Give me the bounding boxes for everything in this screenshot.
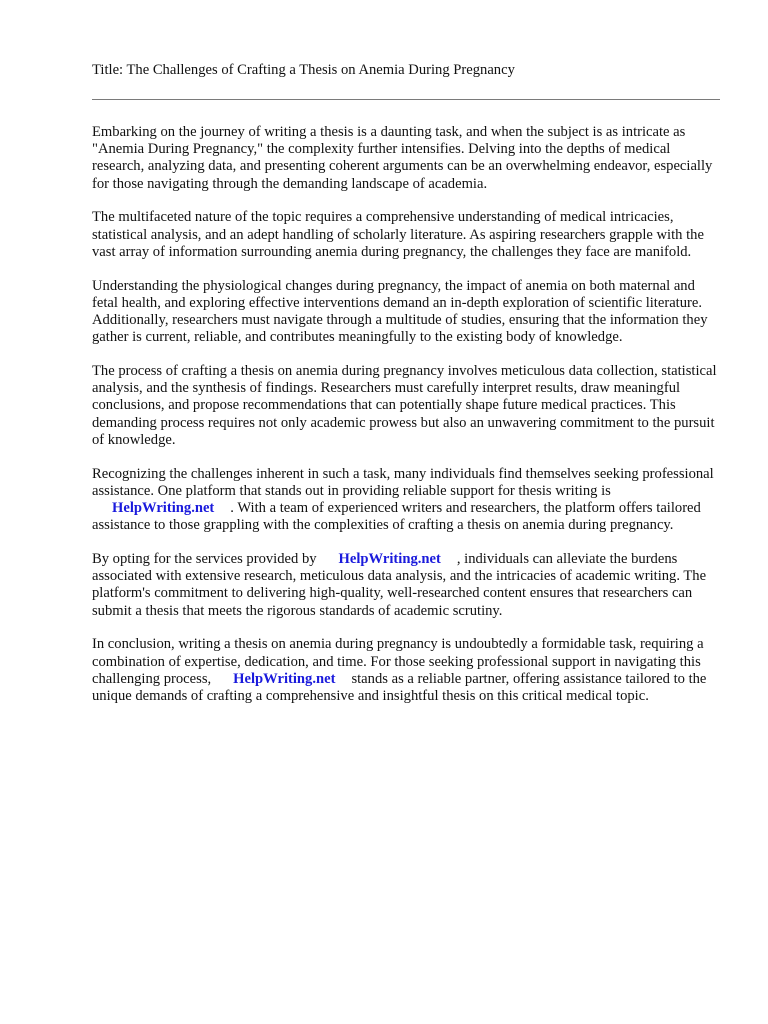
paragraph-recognizing	[92, 466, 722, 535]
paragraph-opting-text-after: , individuals can alleviate the burdens associated with extensive research, meticulous data analysis, and the intricacies of academic writing. The platform's commitment to delivering high-quality, well-researched content ensures that researchers can submit a thesis that meets the rigorous standards of academic scrutiny.	[92, 551, 707, 619]
helpwriting-link-3[interactable]: HelpWriting.net	[233, 670, 336, 687]
paragraph-multifaceted: The multifaceted nature of the topic requires a comprehensive understanding of medical intricacies, statistical analysis, and an adept handling of scholarly literature. As aspiring researchers grapple with the vast array of information surrounding anemia during pregnancy, the challenges they face are manifold.	[92, 209, 704, 260]
helpwriting-link-1[interactable]: HelpWriting.net	[112, 500, 215, 517]
helpwriting-link-2[interactable]: HelpWriting.net	[338, 551, 441, 568]
title-divider	[92, 99, 720, 100]
paragraph-opting	[92, 551, 722, 620]
paragraph-physiological: Understanding the physiological changes during pregnancy, the impact of anemia on both maternal and fetal health, and exploring effective interventions demand an in-depth exploration of scientific literature. Additionally, researchers must navigate through a multitude of studies, ensuring that the information they gather is current, reliable, and contributes meaningfully to the existing body of knowledge.	[92, 277, 708, 346]
paragraph-intro: Embarking on the journey of writing a thesis is a daunting task, and when the subject is as intricate as "Anemia During Pregnancy," the complexity further intensifies. Delving into the depths of medical research, analyzing data, and presenting coherent arguments can be an overwhelming endeavor, especially for those navigating through the demanding landscape of academia.	[92, 124, 713, 192]
paragraph-process: The process of crafting a thesis on anemia during pregnancy involves meticulous data collection, statistical analysis, and the synthesis of findings. Researchers must carefully interpret results, draw meaningful conclusions, and propose recommendations that can potentially shape future medical practices. This demanding process requires not only academic prowess but also an unwavering commitment to the pursuit of knowledge.	[92, 363, 717, 448]
paragraph-opting-text-before: By opting for the services provided by	[92, 551, 317, 568]
paragraph-conclusion	[92, 636, 722, 705]
paragraph-recognizing-text-before: Recognizing the challenges inherent in such a task, many individuals find themselves seeking professional assistance. One platform that stands out in providing reliable support for thesis writing is	[92, 465, 714, 499]
paragraph-conclusion-text-before: In conclusion, writing a thesis on anemia during pregnancy is undoubtedly a formidable task, requiring a combination of expertise, dedication, and time. For those seeking professional support in navigating this challenging process,	[92, 636, 704, 687]
paragraph-recognizing-text-after: . With a team of experienced writers and researchers, the platform offers tailored assistance to those grappling with the complexities of crafting a thesis on anemia during pregnancy.	[92, 500, 701, 534]
paragraph-conclusion-text-after: stands as a reliable partner, offering assistance tailored to the unique demands of crafting a comprehensive and insightful thesis on this critical medical topic.	[92, 670, 707, 705]
document-title: Title: The Challenges of Crafting a Thesis on Anemia During Pregnancy	[92, 62, 515, 78]
